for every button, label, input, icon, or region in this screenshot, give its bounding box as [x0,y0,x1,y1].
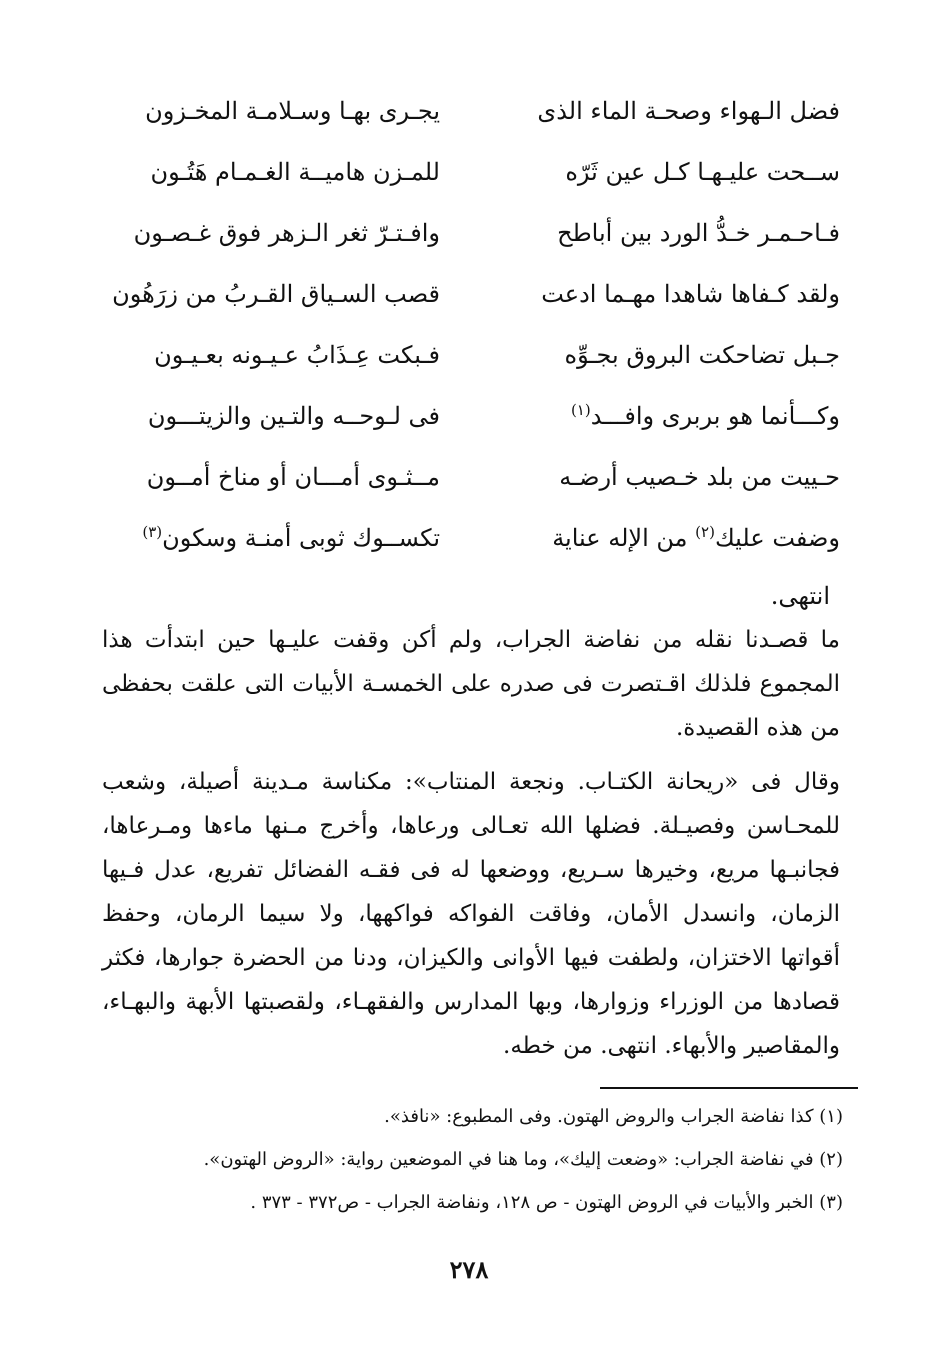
verse-row [120,141,840,202]
verse-row [120,446,840,507]
verse-first-hemistich: فـاحـمـر خـدُّ الورد بين أباطح [557,218,840,247]
verse-first-hemistich: جـبل تضاحكت البروق بجـوِّه [564,340,840,369]
verse-second-hemistich: للمـزن هاميــة الغـمـام هَتُـون [150,157,440,186]
verse-first-hemistich: حـييت من بلد خـصيب أرضـه [559,462,840,491]
end-marker: انتهى. [770,582,830,610]
verse-text: وكـــأنما هو بربرى وافـــد [590,401,840,430]
verse-first-hemistich: ســحت عليـهـا كـل عين ثَرّه [565,157,840,186]
verse-second-hemistich: فـبكت عِـذَابُ عـيـونه بعـيـون [154,340,440,369]
footnote-divider [600,1087,858,1089]
footnote-mark-2: (٢) [695,522,715,541]
verse-second-hemistich [120,524,440,552]
verse-first-hemistich: ولقد كـفاها شاهدا مهـما ادعت [541,279,840,308]
verse-second-hemistich: وافـتـرّ ثغر الـزهر فوق غـصـون [133,218,440,247]
verse-row [120,385,840,446]
verse-row [120,202,840,263]
verse-row [120,80,840,141]
footnote-mark-3: (٣) [142,522,163,541]
verse-text: تكســوك ثوبى أمنـة وسكون [162,523,440,552]
body-paragraph: ما قصـدنا نقله من نفاضة الجراب، ولم أكن وقفت عليـها حين ابتدأت هذا المجموع فلذلك اقـتصرت فى صدره على الخمسـة الأبيات التى علقت بحفظى من هذه القصيدة. [102,627,840,741]
verse-second-hemistich: قصب السـياق القـربُ من زرَهُون [112,279,440,308]
footnote: (٢) في نفاضة الجراب: «وضعت إليك»، وما هنا في الموضعين رواية: «الروض الهتون». [203,1149,843,1170]
verse-text: من الإله عناية [552,523,688,552]
page-number: ٢٧٨ [449,1255,489,1284]
verse-row [112,263,840,324]
poem [112,80,840,568]
footnote: (١) كذا نفاضة الجراب والروض الهتون. وفى المطبوع: «نافذ». [384,1106,843,1127]
footnote: (٣) الخبر والأبيات في الروض الهتون - ص ١٢٨، ونفاضة الجراب - ص٣٧٢ - ٣٧٣ . [250,1192,843,1213]
verse-first-hemistich [520,402,840,430]
verse-second-hemistich: يجـرى بهـا وسـلامـة المخـزون [145,96,440,125]
body-paragraph: وقال فى «ريحانة الكتـاب. ونجعة المنتاب»: مكناسة مـدينة أصيلة، وشعب للمحـاسن وفصيـلة. فضلها الله تعـالى ورعاها، وأخرج مـنها ماءها ومـرعاها، فجانبـها مريع، وخيرها سـريع، ووضعها له فى فقـه الفضائل تفريع، عدل فـيها الزمان، وانسدل الأمان، وفاقت الفواكه فواكهها، ولا سيما الرمان، وحفظ أقواتها الاختزان، ولطفت فيها الأوانى والكيزان، ودنا من الحضرة جوارها، فكثر قصادها من الوزراء وزوارها، وبها المدارس والفقهـاء، ولقصبتها الأبهة والبهـاء، والمقاصير والأبهاء. انتهى. من خطه. [102,769,840,1059]
verse-row [120,324,840,385]
verse-second-hemistich: فى لـوحــه والتـين والزيتـــون [147,401,440,430]
verse-first-hemistich [520,524,840,552]
footnotes [103,1095,843,1224]
verse-second-hemistich: مــثـوى أمـــان أو مناخ أمــون [146,462,440,491]
verse-first-hemistich: فضل الـهواء وصحـة الماء الذى [537,96,840,125]
footnote-mark-1: (١) [570,400,591,419]
verse-row [120,507,840,568]
verse-text: وضفت عليك [714,523,840,552]
